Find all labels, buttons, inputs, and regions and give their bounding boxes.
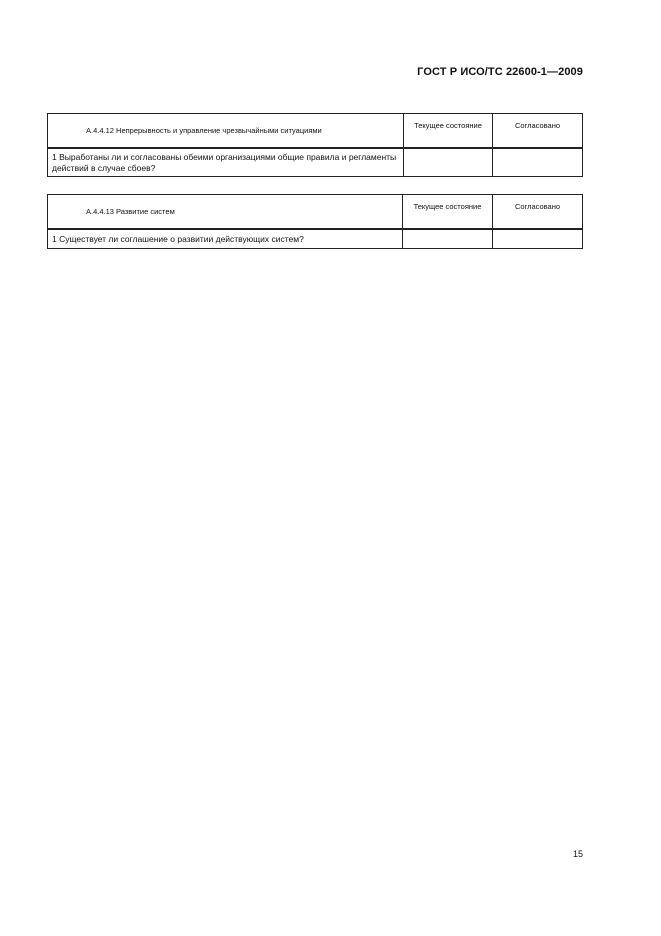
column-header-current-state: Текущее состояние [403,195,493,230]
current-state-cell[interactable] [404,148,493,177]
section-title: А.4.4.12 Непрерывность и управление чрезвычайными ситуациями [48,114,404,149]
column-header-current-state: Текущее состояние [404,114,493,149]
page-number: 15 [572,849,583,859]
table-row [48,229,583,249]
checklist-table-continuity [47,113,583,177]
table-header-row [48,195,583,230]
section-title: А.4.4.13 Развитие систем [48,195,403,230]
agreed-cell[interactable] [493,148,583,177]
table-header-row [48,114,583,149]
current-state-cell[interactable] [403,229,493,249]
column-header-agreed: Согласовано [493,195,583,230]
table-row [48,148,583,177]
question-text: 1 Существует ли соглашение о развитии действующих систем? [48,229,403,249]
checklist-table-system-development [47,194,583,249]
agreed-cell[interactable] [493,229,583,249]
question-text: 1 Выработаны ли и согласованы обеими организациями общие правила и регламенты действий в случае сбоев? [48,148,404,177]
document-standard-code: ГОСТ Р ИСО/ТС 22600-1—2009 [417,66,583,78]
column-header-agreed: Согласовано [493,114,583,149]
